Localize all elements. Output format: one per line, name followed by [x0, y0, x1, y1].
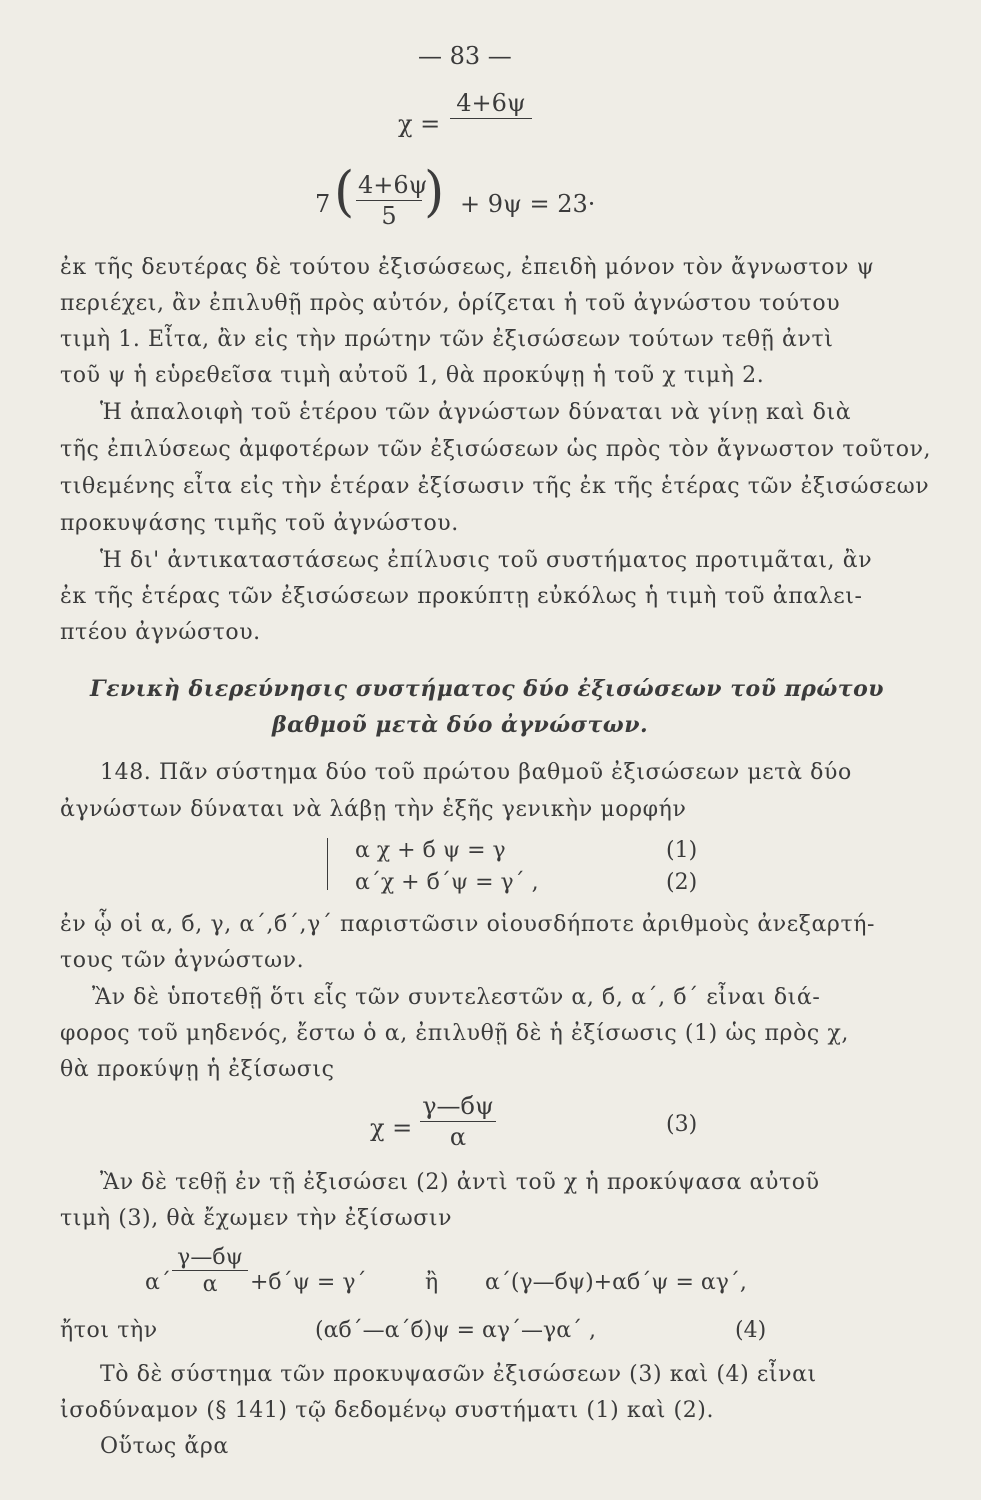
system-equation-1: α χ + б ψ = γ	[355, 838, 506, 863]
fraction	[356, 171, 428, 231]
equation-alt: α΄(γ—бψ)+αб΄ψ = αγ΄,	[485, 1270, 747, 1295]
text-line: 148. Πᾶν σύστημα δύο τοῦ πρώτου βαθμοῦ ἐξισώσεων μετὰ δύο	[100, 760, 852, 785]
equation-rest: +б΄ψ = γ΄	[250, 1270, 367, 1295]
text-line: πτέου ἀγνώστου.	[60, 620, 261, 645]
equation-or: ἢ	[425, 1270, 439, 1295]
fraction-numerator: 4+6ψ	[358, 171, 428, 199]
text-line: Ἂν δὲ τεθῇ ἐν τῇ ἐξισώσει (2) ἀντὶ τοῦ χ ἡ προκύψασα αὐτοῦ	[100, 1170, 820, 1195]
text-line: τιμὴ 1. Εἶτα, ἂν εἰς τὴν πρώτην τῶν ἐξισώσεων τούτων τεθῇ ἀντὶ	[60, 327, 834, 352]
text-line: Τὸ δὲ σύστημα τῶν προκυψασῶν ἐξισώσεων (3) καὶ (4) εἶναι	[100, 1362, 817, 1387]
section-heading: βαθμοῦ μετὰ δύο ἀγνώστων.	[272, 712, 649, 738]
right-parenthesis: )	[424, 160, 445, 224]
text-line: προκυψάσης τιμῆς τοῦ ἀγνώστου.	[60, 511, 459, 536]
text-line: Ἂν δὲ ὑποτεθῇ ὅτι εἷς τῶν συντελεστῶν α, б, α΄, б΄ εἶναι διά-	[92, 985, 821, 1010]
text-line: Ἡ ἀπαλοιφὴ τοῦ ἑτέρου τῶν ἀγνώστων δύναται νὰ γίνῃ καὶ διὰ	[100, 400, 852, 425]
equation-label-3: (3)	[666, 1112, 698, 1137]
page-number: — 83 —	[418, 42, 512, 70]
equation-label-1: (1)	[666, 838, 698, 863]
equation-label-4: (4)	[735, 1318, 767, 1343]
text-line: τοῦ ψ ἡ εὑρεθεῖσα τιμὴ αὐτοῦ 1, θὰ προκύψῃ ἡ τοῦ χ τιμὴ 2.	[60, 363, 765, 388]
fraction	[172, 1245, 248, 1299]
fraction-numerator: γ—бψ	[420, 1093, 496, 1122]
text-line: θὰ προκύψῃ ἡ ἐξίσωσις	[60, 1057, 335, 1082]
equation-coefficient: α΄	[145, 1270, 171, 1295]
equation-coefficient: 7	[315, 190, 331, 218]
text-line: ἀγνώστων δύναται νὰ λάβῃ τὴν ἑξῆς γενικὴν μορφήν	[60, 797, 687, 822]
equation-lhs: χ =	[398, 110, 441, 138]
fraction	[420, 1093, 496, 1152]
fraction-numerator: γ—бψ	[172, 1245, 248, 1271]
fraction-denominator: 5	[381, 201, 397, 230]
fraction-numerator: 4+6ψ	[450, 90, 532, 119]
text-line: ἰσοδύναμον (§ 141) τῷ δεδομένῳ συστήματι (1) καὶ (2).	[60, 1398, 715, 1423]
text-line: τους τῶν ἀγνώστων.	[60, 948, 305, 973]
section-heading: Γενικὴ διερεύνησις συστήματος δύο ἐξισώσεων τοῦ πρώτου	[90, 676, 885, 702]
text-line: Οὕτως ἄρα	[100, 1434, 229, 1459]
equation-lhs: χ =	[370, 1114, 413, 1142]
fraction	[450, 90, 532, 119]
fraction-denominator: α	[449, 1122, 467, 1151]
equation-rest: + 9ψ = 23·	[460, 190, 596, 218]
left-parenthesis: (	[334, 160, 355, 224]
system-equation-2: α΄χ + б΄ψ = γ΄ ,	[355, 870, 539, 895]
text-line: ἐκ τῆς δευτέρας δὲ τούτου ἐξισώσεως, ἐπειδὴ μόνον τὸν ἄγνωστον ψ	[60, 255, 875, 280]
text-line: φορος τοῦ μηδενός, ἔστω ὁ α, ἐπιλυθῇ δὲ ἡ ἐξίσωσις (1) ὡς πρὸς χ,	[60, 1021, 849, 1046]
text-line: ἤτοι τὴν	[60, 1318, 158, 1343]
text-line: περιέχει, ἂν ἐπιλυθῇ πρὸς αὐτόν, ὁρίζεται ἡ τοῦ ἀγνώστου τούτου	[60, 291, 841, 316]
text-line: ἐκ τῆς ἑτέρας τῶν ἐξισώσεων προκύπτῃ εὐκόλως ἡ τιμὴ τοῦ ἀπαλει-	[60, 584, 863, 609]
text-line: τιθεμένης εἶτα εἰς τὴν ἑτέραν ἐξίσωσιν τῆς ἐκ τῆς ἑτέρας τῶν ἐξισώσεων	[60, 474, 930, 499]
equation-label-2: (2)	[666, 870, 698, 895]
fraction-denominator: α	[202, 1272, 218, 1298]
text-line: τῆς ἐπιλύσεως ἀμφοτέρων τῶν ἐξισώσεων ὡς πρὸς τὸν ἄγνωστον τοῦτον,	[60, 437, 932, 462]
system-brace	[327, 838, 336, 890]
text-line: Ἡ δι' ἀντικαταστάσεως ἐπίλυσις τοῦ συστήματος προτιμᾶται, ἂν	[100, 548, 873, 573]
text-line: τιμὴ (3), θὰ ἔχωμεν τὴν ἐξίσωσιν	[60, 1206, 453, 1231]
equation-4: (αб΄—α΄б)ψ = αγ΄—γα΄ ,	[315, 1318, 597, 1343]
text-line: ἐν ᾧ οἱ α, б, γ, α΄,б΄,γ΄ παριστῶσιν οἱουσδήποτε ἀριθμοὺς ἀνεξαρτή-	[60, 912, 876, 937]
